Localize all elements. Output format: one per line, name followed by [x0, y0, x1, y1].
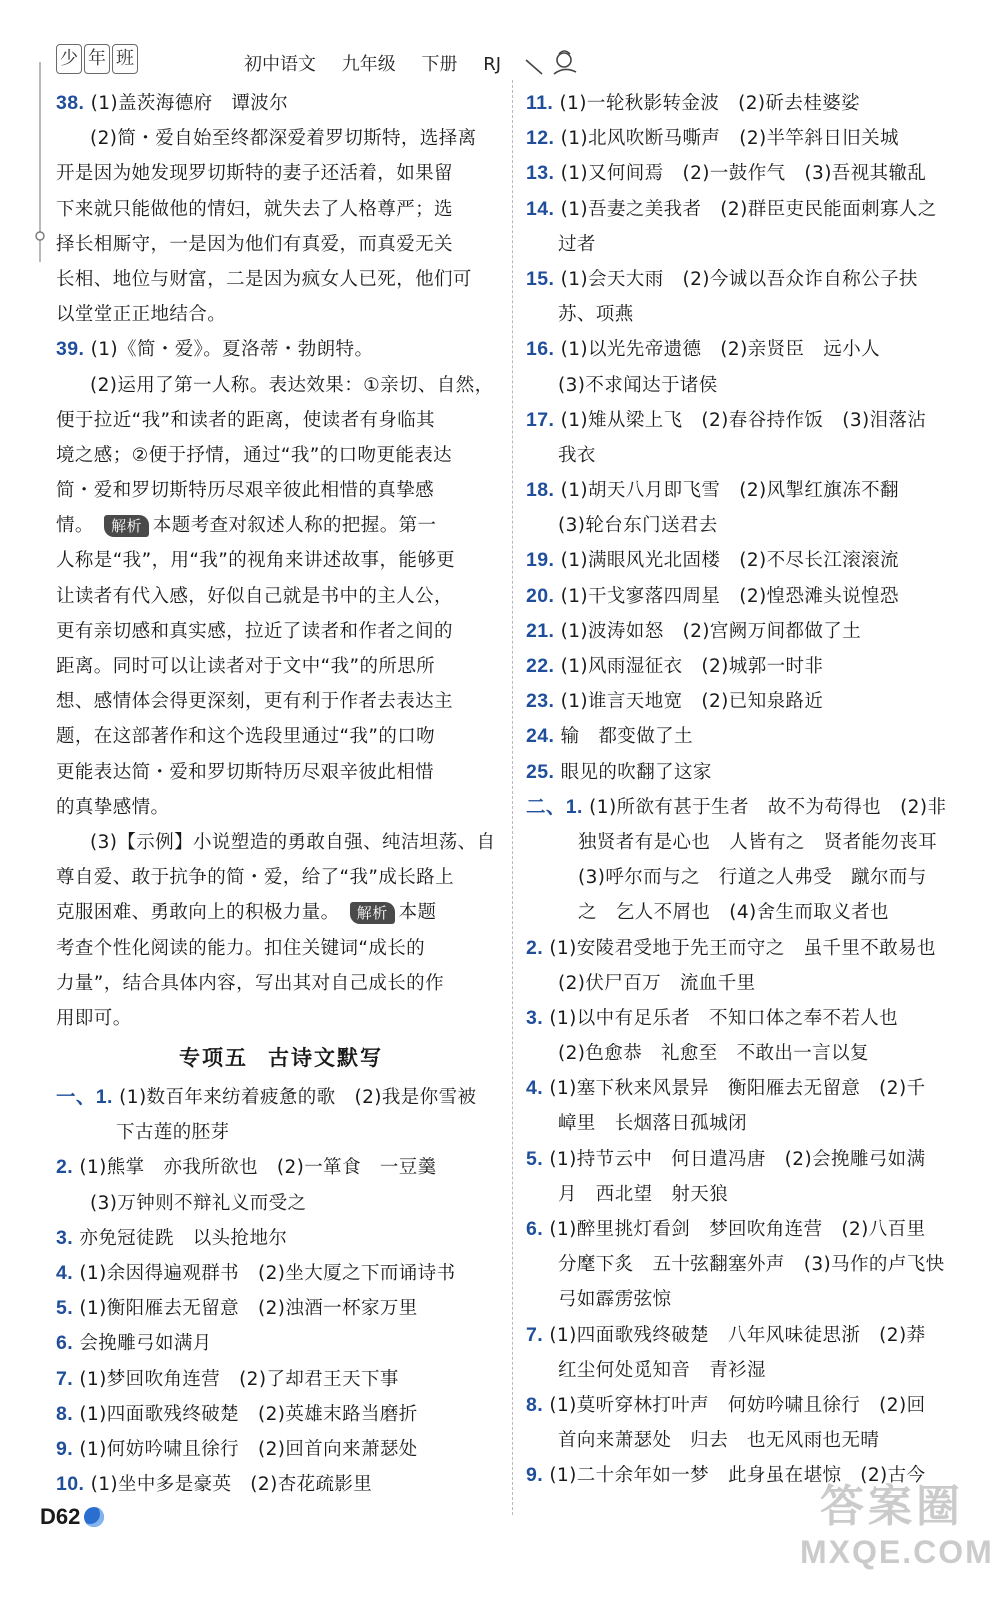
answer-line: 首向来萧瑟处 归去 也无风雨也无晴: [558, 1430, 880, 1452]
question-number: 7.: [56, 1367, 74, 1390]
header-grade: 九年级: [341, 54, 396, 75]
answer-line: [526, 755, 971, 790]
answer-line: [56, 1362, 506, 1397]
column-divider: [512, 80, 513, 1515]
left-column: [56, 86, 506, 1502]
answer-text: 会挽雕弓如满月: [79, 1333, 212, 1355]
right-column: [526, 86, 971, 1494]
answer-text: (1)谁言天地宽 (2)已知泉路近: [560, 691, 824, 713]
answer-line: [526, 156, 971, 191]
answer-line: 境之感；②便于抒情，通过“我”的口吻更能表达: [56, 444, 453, 466]
answer-line: 下古莲的胚芽: [116, 1122, 230, 1144]
answer-line: 距离。同时可以让读者对于文中“我”的所思所: [56, 656, 436, 677]
answer-line: [526, 473, 971, 508]
question-number: 24.: [526, 725, 555, 748]
answer-line: (3)不求闻达于诸侯: [558, 374, 718, 396]
answer-text: 本题考查对叙述人称的把握。第一: [152, 515, 437, 537]
answer-text: (1)二十余年如一梦 此身虽在堪惊 (2)古今: [549, 1465, 926, 1487]
answer-line: 让读者有代入感，好似自己就是书中的主人公，: [56, 585, 453, 607]
answer-text: (1)塞下秋来风景异 衡阳雁去无留意 (2)千: [549, 1078, 926, 1100]
answer-text: (1)坐中多是豪英 (2)杏花疏影里: [90, 1474, 373, 1496]
answer-line: 嶂里 长烟落日孤城闭: [558, 1113, 748, 1135]
answer-line: [526, 1388, 971, 1423]
answer-line: [56, 1291, 506, 1326]
answer-line: (2)运用了第一人称。表达效果：①亲切、自然，: [90, 374, 494, 396]
answer-text: (1)余因得遍观群书 (2)坐大厦之下而诵诗书: [79, 1263, 456, 1284]
answer-line: [526, 1318, 971, 1353]
answer-line: (2)伏尸百万 流血千里: [558, 972, 756, 994]
answer-line: [526, 684, 971, 719]
answer-text: (1)胡天八月即飞雪 (2)风掣红旗冻不翻: [560, 480, 899, 502]
question-number: 21.: [526, 619, 555, 642]
question-number: 15.: [526, 267, 555, 290]
logo-char: 年: [84, 44, 110, 74]
page-dot-icon: [84, 1507, 104, 1527]
section-name: 古诗文默写: [268, 1046, 383, 1071]
series-logo: [56, 44, 138, 74]
answer-text: (1)吾妻之美我者 (2)群臣吏民能面刺寡人之: [560, 198, 937, 220]
question-number: 18.: [526, 479, 555, 502]
answer-line: [526, 86, 971, 121]
answer-text: (1)数百年来纺着疲惫的歌 (2)我是你雪被: [119, 1087, 477, 1109]
answer-text: 眼见的吹翻了这家: [560, 761, 712, 783]
question-number: 7.: [526, 1323, 544, 1346]
watermark-url: MXQE.COM: [800, 1534, 994, 1570]
page-number: [40, 1504, 104, 1530]
page-number-text: D62: [40, 1504, 81, 1529]
answer-text: (1)醉里挑灯看剑 梦回吹角连营 (2)八百里: [549, 1219, 926, 1240]
answer-line: [526, 332, 971, 367]
answer-line: 用即可。: [56, 1007, 132, 1029]
question-number: 22.: [526, 655, 555, 677]
answer-line: [526, 1212, 971, 1247]
question-number: 6.: [526, 1218, 544, 1240]
answer-line: [526, 931, 971, 966]
answer-line: [56, 1397, 506, 1432]
question-number: 16.: [526, 338, 555, 361]
answer-text: (1)所欲有甚于生者 故不为苟得也 (2)非: [589, 796, 947, 818]
answer-line: 便于拉近“我”和读者的距离，使读者有身临其: [56, 409, 436, 431]
answer-line: [56, 332, 506, 367]
answer-line: [526, 649, 971, 684]
question-number: 8.: [56, 1402, 74, 1425]
answer-line: 下来就只能做他的情妇，就失去了人格尊严；选: [56, 198, 453, 220]
answer-line: (2)色愈恭 礼愈至 不敢出一言以复: [558, 1043, 869, 1065]
answer-line: [56, 1467, 506, 1502]
answer-text: (1)北风吹断马嘶声 (2)半竿斜日旧关城: [560, 128, 899, 150]
analysis-tag: 解析: [104, 515, 149, 537]
answer-line: [526, 790, 971, 825]
question-number: 3.: [56, 1226, 74, 1249]
question-number: 5.: [56, 1297, 74, 1320]
answer-text: (1)《简・爱》。夏洛蒂・勃朗特。: [90, 339, 374, 361]
header-subject: 初中语文: [244, 54, 316, 75]
question-number: 3.: [526, 1006, 544, 1029]
answer-text: (1)安陵君受地于先王而守之 虽千里不敢易也: [549, 937, 936, 959]
question-number: 一、1.: [56, 1086, 113, 1109]
answer-line: [526, 1001, 971, 1036]
answer-line: 弓如霹雳弦惊: [558, 1289, 672, 1311]
answer-text: (1)莫听穿林打叶声 何妨吟啸且徐行 (2)回: [549, 1394, 926, 1416]
question-number: 11.: [526, 92, 554, 114]
answer-line: [56, 1432, 506, 1467]
binder-ring-icon: [34, 62, 46, 282]
question-number: 12.: [526, 127, 555, 150]
answer-line: 择长相厮守，一是因为他们有真爱，而真爱无关: [56, 233, 453, 255]
answer-line: 长相、地位与财富，二是因为疯女人已死，他们可: [56, 268, 472, 290]
question-number: 23.: [526, 690, 555, 713]
logo-char: 少: [56, 44, 82, 74]
answer-line: 开是因为她发现罗切斯特的妻子还活着，如果留: [56, 163, 453, 185]
answer-line: 分麾下炙 五十弦翻塞外声 (3)马作的卢飞快: [558, 1254, 945, 1276]
answer-text: 情。: [56, 515, 94, 537]
answer-line: [56, 895, 506, 930]
answer-text: (1)满眼风光北固楼 (2)不尽长江滚滚流: [560, 550, 899, 572]
answer-line: 尊自爱、敢于抗争的简・爱，给了“我”成长路上: [56, 867, 454, 889]
answer-text: (1)四面歌残终破楚 (2)英雄末路当磨折: [79, 1403, 418, 1425]
header-info: [244, 50, 521, 76]
question-number: 6.: [56, 1332, 74, 1355]
answer-text: (1)雉从梁上飞 (2)春谷持作饭 (3)泪落沾: [560, 409, 927, 431]
answer-text: (1)以中有足乐者 不知口体之奉不若人也: [549, 1007, 899, 1029]
answer-text: (1)熊掌 亦我所欲也 (2)一箪食 一豆羹: [79, 1157, 437, 1179]
doodle-icon: [524, 46, 584, 80]
answer-text: (1)持节云中 何日遣冯唐 (2)会挽雕弓如满: [549, 1148, 926, 1170]
answer-line: [526, 1071, 971, 1106]
answer-line: [526, 543, 971, 578]
answer-line: 的真挚感情。: [56, 796, 170, 818]
answer-line: [526, 192, 971, 227]
answer-text: (1)波涛如怒 (2)宫阙万间都做了土: [560, 620, 862, 642]
answer-line: 题，在这部著作和这个选段里通过“我”的口吻: [56, 726, 436, 748]
answer-line: [526, 262, 971, 297]
watermark-text: 答案圈: [820, 1482, 964, 1531]
question-number: 20.: [526, 584, 555, 607]
answer-line: 想、感情体会得更深刻，更有利于作者去表达主: [56, 691, 453, 713]
answer-line: [56, 1150, 506, 1185]
answer-line: 更能表达简・爱和罗切斯特历尽艰辛彼此相惜: [56, 761, 435, 783]
answer-line: 人称是“我”，用“我”的视角来讲述故事，能够更: [56, 550, 456, 572]
question-number: 25.: [526, 760, 555, 783]
answer-line: (3)呼尔而与之 行道之人弗受 蹴尔而与: [578, 867, 927, 889]
answer-line: 以堂堂正正地结合。: [56, 304, 227, 326]
page-header: [56, 40, 536, 80]
answer-text: 克服困难、勇敢向上的积极力量。: [56, 902, 340, 924]
answer-text: (1)以光先帝遗德 (2)亲贤臣 远小人: [560, 339, 881, 361]
answer-line: [526, 1142, 971, 1177]
answer-line: [56, 508, 506, 543]
answer-line: [56, 1080, 506, 1115]
question-number: 9.: [526, 1464, 544, 1487]
answer-text: (1)一轮秋影转金波 (2)斫去桂婆娑: [559, 93, 861, 114]
answer-text: (1)干戈寥落四周星 (2)惶恐滩头说惶恐: [560, 585, 899, 607]
answer-line: [56, 1326, 506, 1361]
answer-line: (3)轮台东门送君去: [558, 515, 718, 537]
answer-line: (3)万钟则不辩礼义而受之: [90, 1192, 307, 1214]
answer-line: 之 乞人不屑也 (4)舍生而取义者也: [578, 902, 889, 924]
answer-text: (1)何妨吟啸且徐行 (2)回首向来萧瑟处: [79, 1438, 418, 1460]
answer-line: 苏、项燕: [558, 304, 634, 326]
answer-line: 月 西北望 射天狼: [558, 1183, 729, 1205]
answer-line: 力量”，结合具体内容，写出其对自己成长的作: [56, 972, 444, 994]
section-title: [56, 1036, 506, 1080]
answer-line: [526, 121, 971, 156]
question-number: 19.: [526, 549, 555, 572]
question-number: 二、1.: [526, 795, 583, 818]
answer-line: [56, 1256, 506, 1291]
question-number: 8.: [526, 1393, 544, 1416]
answer-text: 输 都变做了土: [560, 726, 693, 748]
answer-line: [526, 579, 971, 614]
question-number: 10.: [56, 1473, 85, 1496]
answer-text: 本题: [398, 902, 437, 924]
question-number: 5.: [526, 1147, 544, 1170]
answer-line: [526, 719, 971, 754]
answer-line: [56, 1221, 506, 1256]
answer-line: (2)简・爱自始至终都深爱着罗切斯特，选择离: [90, 128, 477, 150]
question-number: 4.: [526, 1077, 544, 1100]
question-number: 38.: [56, 92, 85, 114]
answer-text: (1)梦回吹角连营 (2)了却君王天下事: [79, 1368, 399, 1390]
question-number: 4.: [56, 1262, 74, 1284]
answer-line: [56, 86, 506, 121]
question-number: 9.: [56, 1437, 74, 1460]
header-edition: RJ: [483, 54, 502, 75]
answer-line: (3)【示例】小说塑造的勇敢自强、纯洁坦荡、自: [90, 831, 496, 853]
answer-line: 红尘何处觅知音 青衫湿: [558, 1359, 766, 1381]
logo-char: 班: [112, 44, 138, 74]
answer-line: 我衣: [558, 444, 596, 466]
answer-text: (1)又何间焉 (2)一鼓作气 (3)吾视其辙乱: [560, 163, 927, 185]
question-number: 14.: [526, 197, 555, 220]
answer-line: [526, 614, 971, 649]
analysis-tag: 解析: [350, 902, 395, 924]
answer-line: 考查个性化阅读的能力。扣住关键词“成长的: [56, 937, 426, 959]
answer-text: 亦免冠徒跣 以头抢地尔: [79, 1227, 288, 1249]
answer-text: (1)盖茨海德府 谭波尔: [90, 93, 289, 114]
watermark: [800, 1470, 994, 1585]
answer-text: (1)会天大雨 (2)今诚以吾众诈自称公子扶: [560, 268, 918, 290]
question-number: 39.: [56, 338, 85, 361]
answer-line: 独贤者有是心也 人皆有之 贤者能勿丧耳: [578, 831, 938, 853]
answer-text: (1)衡阳雁去无留意 (2)浊酒一杯家万里: [79, 1298, 418, 1320]
header-volume: 下册: [421, 54, 458, 75]
answer-text: (1)四面歌残终破楚 八年风味徒思浙 (2)莽: [549, 1324, 926, 1346]
answer-text: (1)风雨湿征衣 (2)城郭一时非: [560, 656, 824, 677]
answer-line: 简・爱和罗切斯特历尽艰辛彼此相惜的真挚感: [56, 480, 435, 502]
question-number: 2.: [56, 1156, 74, 1179]
section-part: 专项五: [179, 1046, 248, 1071]
answer-line: [526, 403, 971, 438]
answer-line: 更有亲切感和真实感，拉近了读者和作者之间的: [56, 620, 453, 642]
answer-line: 过者: [558, 233, 596, 255]
question-number: 13.: [526, 162, 555, 185]
question-number: 17.: [526, 408, 555, 431]
question-number: 2.: [526, 936, 544, 959]
